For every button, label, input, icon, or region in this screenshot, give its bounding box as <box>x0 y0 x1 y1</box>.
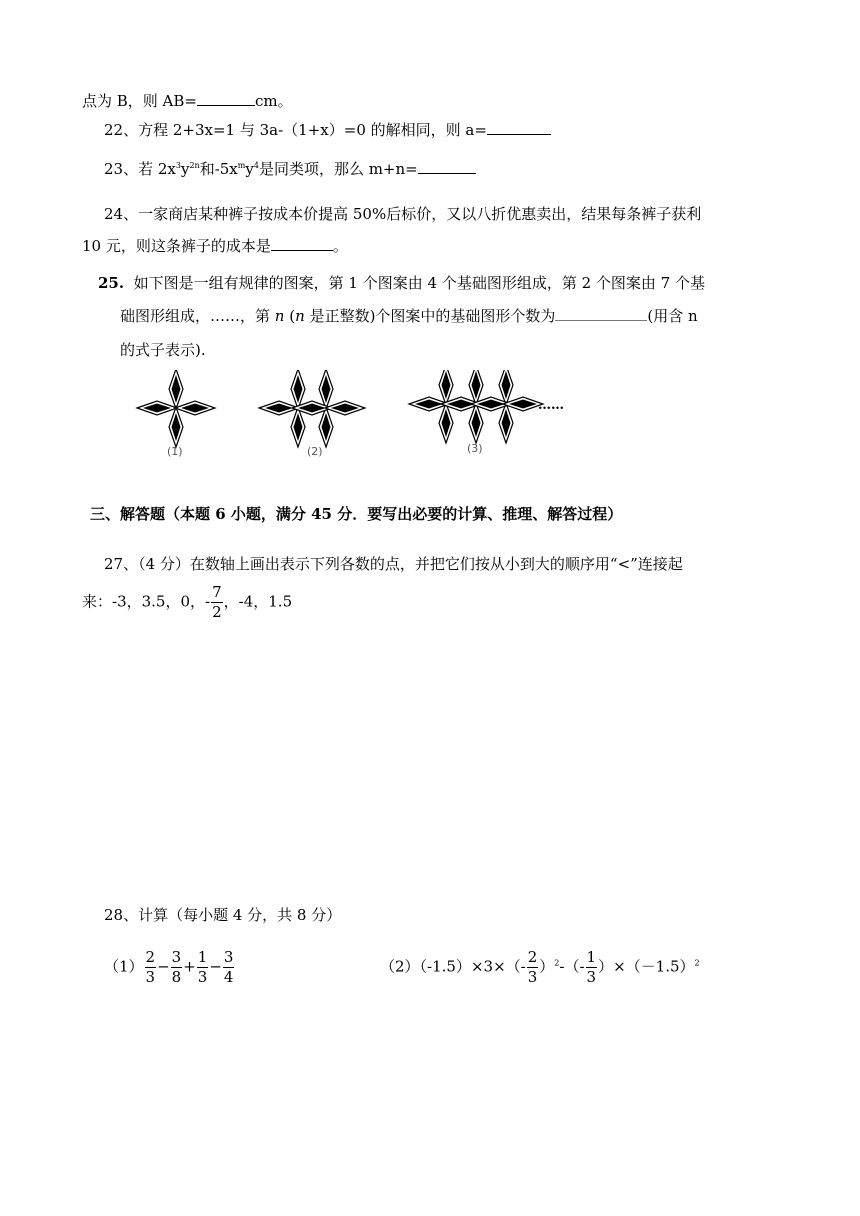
fraction: $\frac{7}{2}$ <box>212 583 222 621</box>
answer-blank <box>271 236 333 251</box>
question-27-line2: 来：-3，3.5，0，- $\frac{7}{2}$ ，-4，1.5 <box>82 583 293 621</box>
question-28-part-2: （2）（-1.5）×3×（- $\frac{2}{3}$ ）$^2$-（- $\frac{1}{3}$ ）$\times(-1.5)^2$ <box>380 948 700 986</box>
pattern-figures <box>130 370 590 465</box>
question-22: 22、方程 2+3x=1 与 3a-（1+x）=0 的解相同，则 a= <box>104 119 551 140</box>
question-27-line1: 27、（4 分）在数轴上画出表示下列各数的点，并把它们按从小到大的顺序用“<”连接起 <box>104 555 683 573</box>
pattern-3 <box>409 370 543 443</box>
question-28-title: 28、计算（每小题 4 分，共 8 分） <box>104 906 342 924</box>
question-24-line2: 10 元，则这条裤子的成本是 。 <box>82 237 348 255</box>
answer-blank <box>197 91 255 106</box>
answer-blank <box>555 308 647 321</box>
question-25-line1: 25. 如下图是一组有规律的图案，第 1 个图案由 4 个基础图形组成，第 2 个图案由 7 个基 <box>98 274 705 292</box>
q21-tail: 点为 B，则 AB= cm。 <box>82 92 293 110</box>
question-25-line2: 础图形组成，……，第 n (n 是正整数)个图案中的基础图形个数为 (用含 n <box>120 307 698 325</box>
answer-blank <box>487 120 551 135</box>
answer-blank <box>418 159 476 174</box>
pattern-1 <box>137 370 215 447</box>
question-23: 23、若 $2x^3y^{2n}$和$-5x^my^4$是同类项，那么 m+n= <box>104 158 476 179</box>
caption-1: (1) <box>167 445 183 458</box>
question-25-line3: 的式子表示). <box>120 341 206 359</box>
question-24-line1: 24、一家商店某种裤子按成本价提高 50%后标价，又以八折优惠卖出，结果每条裤子获利 <box>104 205 702 223</box>
pattern-ellipsis: …… <box>538 398 564 413</box>
pattern-2 <box>259 370 365 447</box>
caption-2: (2) <box>307 445 323 458</box>
caption-3: (3) <box>467 442 483 455</box>
section-3-header: 三、解答题（本题 6 小题，满分 45 分．要写出必要的计算、推理、解答过程） <box>90 505 623 523</box>
question-28-part-1: （1） $\frac{2}{3}$ − $\frac{3}{8}$ + $\frac{1}{3}$ − $\frac{3}{4}$ <box>104 948 234 986</box>
